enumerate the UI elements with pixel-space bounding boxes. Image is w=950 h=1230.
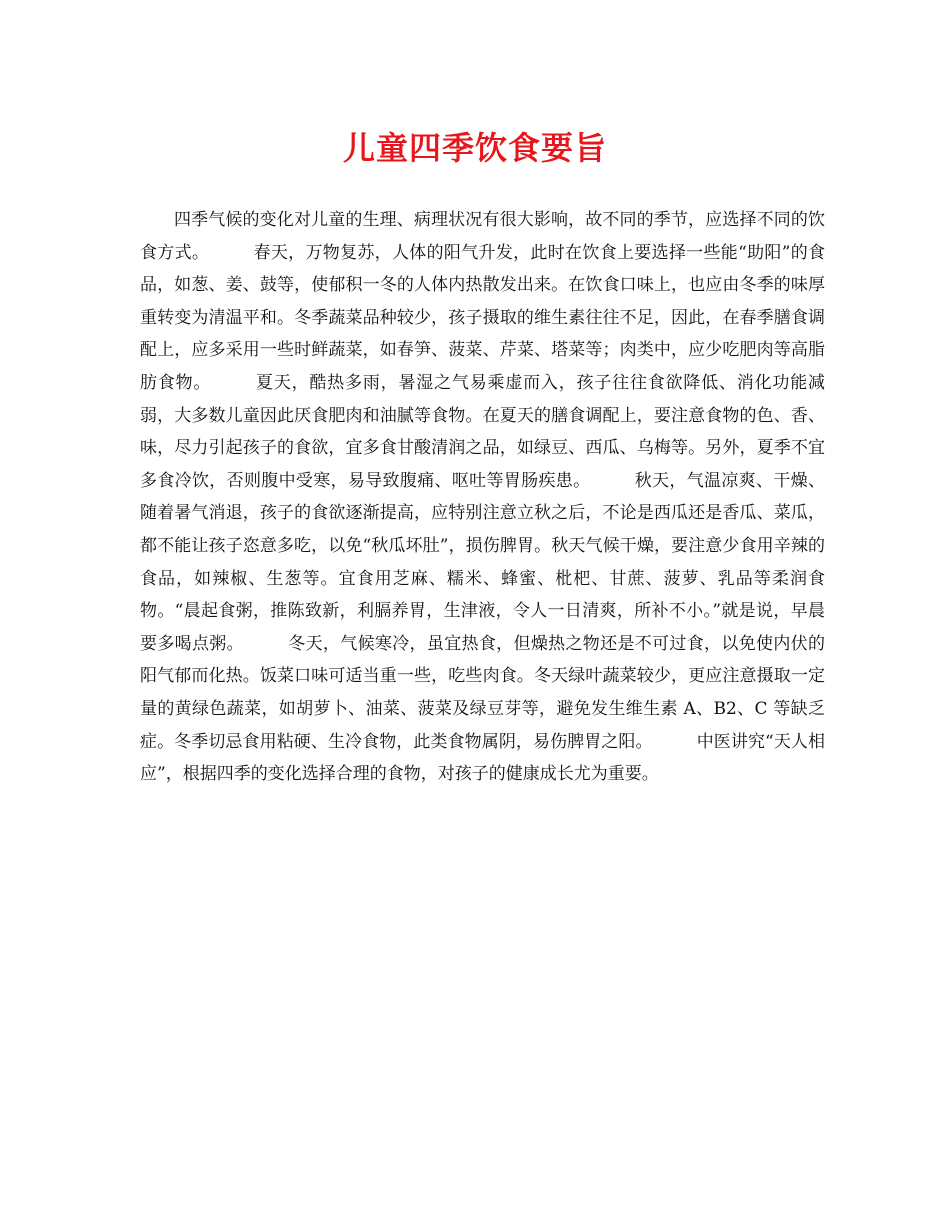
paragraph-autumn: 秋天，气温凉爽、干燥、随着暑气消退，孩子的食欲逐渐提高，应特别注意立秋之后，不论是西瓜还是香瓜、菜瓜，都不能让孩子恣意多吃，以免“秋瓜坏肚”，损伤脾胃。秋天气候干燥，要注意少食用辛辣的食品，如辣椒、生葱等。宜食用芝麻、糯米、蜂蜜、枇杷、甘蔗、菠萝、乳品等柔润食物。“晨起食粥，推陈致新，利膈养胃，生津液，令人一日清爽，所补不小。”就是说，早晨要多喝点粥。 (140, 470, 826, 654)
paragraph-summer: 夏天，酷热多雨，暑湿之气易乘虚而入，孩子往往食欲降低、消化功能减弱，大多数儿童因此厌食肥肉和油腻等食物。在夏天的膳食调配上，要注意食物的色、香、味，尽力引起孩子的食欲，宜多食甘酸清润之品，如绿豆、西瓜、乌梅等。另外，夏季不宜多食冷饮，否则腹中受寒，易导致腹痛、呕吐等胃肠疾患。 (140, 372, 826, 491)
paragraph-spring: 春天，万物复苏，人体的阳气升发，此时在饮食上要选择一些能“助阳”的食品，如葱、姜、鼓等，使郁积一冬的人体内热散发出来。在饮食口味上，也应由冬季的味厚重转变为清温平和。冬季蔬菜品种较少，孩子摄取的维生素往往不足，因此，在春季膳食调配上，应多采用一些时鲜蔬菜，如春笋、菠菜、芹菜、塔菜等；肉类中，应少吃肥肉等高脂肪食物。 (140, 242, 826, 393)
paragraph-conclusion: 中医讲究“天人相应”，根据四季的变化选择合理的食物，对孩子的健康成长尤为重要。 (140, 731, 825, 785)
document-body (140, 204, 825, 791)
paragraph-intro: 四季气候的变化对儿童的生理、病理状况有很大影响，故不同的季节，应选择不同的饮食方式。 (140, 210, 825, 263)
document-title: 儿童四季饮食要旨 (342, 129, 607, 167)
paragraph-winter: 冬天，气候寒冷，虽宜热食，但燥热之物还是不可过食，以免使内伏的阳气郁而化热。饭菜口味可适当重一些，吃些肉食。冬天绿叶蔬菜较少，更应注意摄取一定量的黄绿色蔬菜，如胡萝卜、油菜、菠菜及绿豆芽等，避免发生维生素 A、B2、C 等缺乏症。冬季切忌食用粘硬、生冷食物，此类食物属阴，易伤脾胃之阳。 (140, 633, 826, 752)
